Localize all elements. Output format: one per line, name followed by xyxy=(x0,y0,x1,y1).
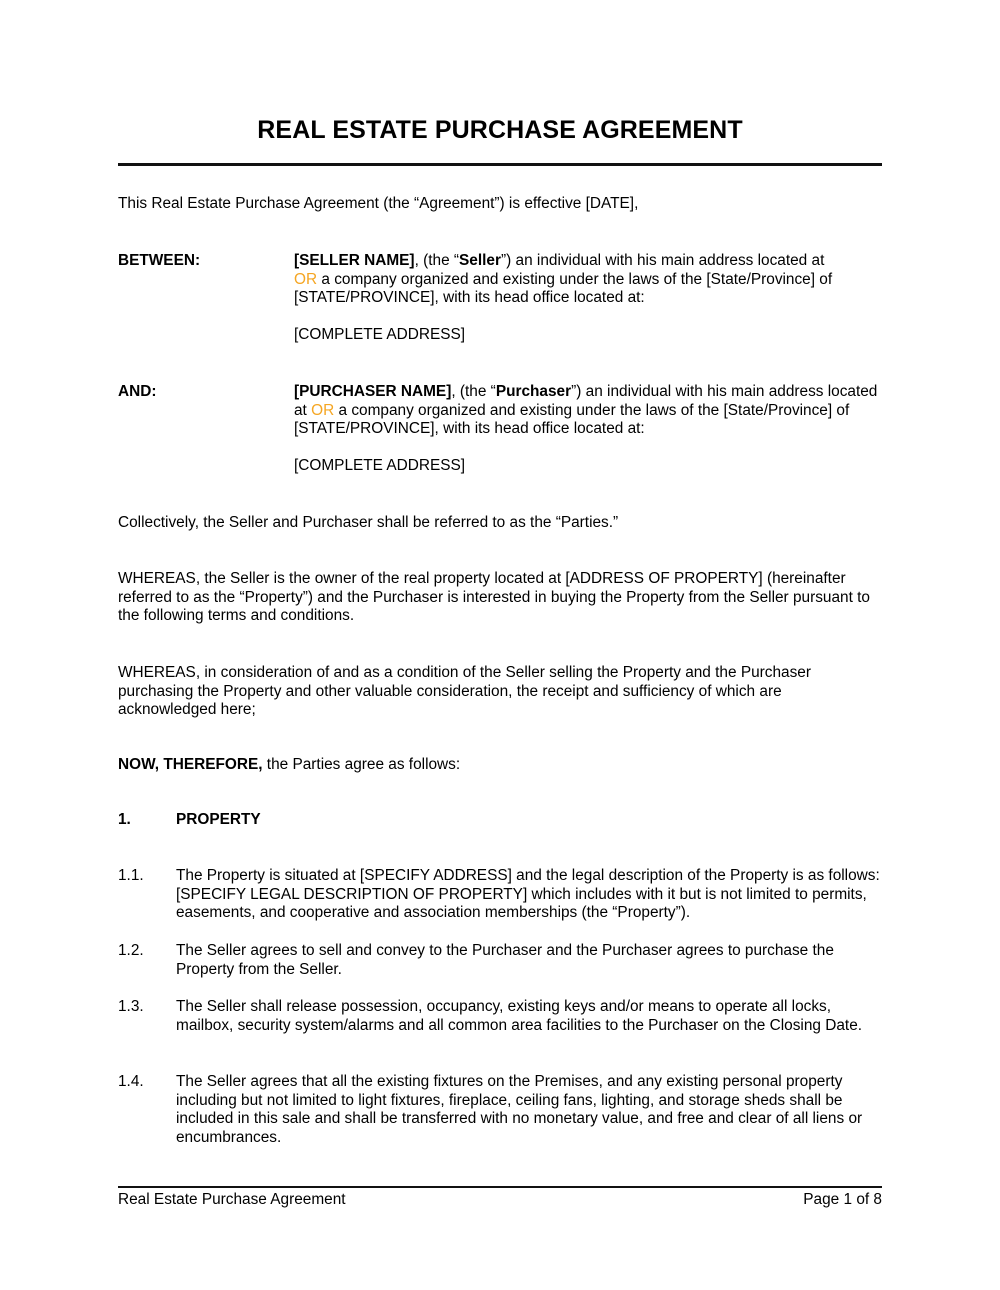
clause-1-3 xyxy=(118,998,882,1035)
seller-text-3: a company organized and existing under the laws of the [State/Province] of [STATE/PROVINCE], with its head office located at: xyxy=(294,270,833,307)
seller-address: [COMPLETE ADDRESS] xyxy=(294,326,466,344)
purchaser-text-3: a company organized and existing under the laws of the [State/Province] of [STATE/PROVINCE], with its head office located at: xyxy=(294,401,850,438)
clause-1-2 xyxy=(118,942,882,979)
section-number: 1. xyxy=(118,811,131,828)
purchaser-role: Purchaser xyxy=(495,383,572,400)
clause-text: The Seller agrees that all the existing fixtures on the Premises, and any existing personal property including but not limited to light fixtures, fireplace, ceiling fans, lighting, and storage sheds shall be included in this sale and shall be transferred with no monetary value, and free and clear of all liens or encumbrances. xyxy=(176,1073,863,1146)
purchaser-text-1: , (the “ xyxy=(451,383,496,400)
clause-text: The Seller agrees to sell and convey to the Purchaser and the Purchaser agrees to purchase the Property from the Seller. xyxy=(176,942,834,978)
title-divider xyxy=(118,163,882,166)
purchaser-text-2: ”) an individual with his main address located at xyxy=(294,383,878,419)
seller-block xyxy=(294,252,884,345)
clause-number: 1.1. xyxy=(118,867,144,884)
whereas-paragraph-2: WHEREAS, in consideration of and as a condition of the Seller selling the Property and the Purchaser purchasing the Property and other valuable consideration, the receipt and sufficiency of which are acknowledged here; xyxy=(118,664,811,719)
clause-1-1 xyxy=(118,867,882,923)
collectively-paragraph: Collectively, the Seller and Purchaser shall be referred to as the “Parties.” xyxy=(118,514,619,531)
seller-description xyxy=(294,252,884,308)
whereas-paragraph-1: WHEREAS, the Seller is the owner of the real property located at [ADDRESS OF PROPERTY] (hereinafter referred to as the “Property”) and the Purchaser is interested in buying the Property from the Seller pursuant to the following terms and conditions. xyxy=(118,570,870,625)
purchaser-name: [PURCHASER NAME] xyxy=(294,383,452,400)
footer-divider xyxy=(118,1186,882,1188)
seller-name: [SELLER NAME] xyxy=(294,252,415,269)
clause-number: 1.3. xyxy=(118,998,144,1015)
clause-number: 1.2. xyxy=(118,942,144,959)
seller-text-1: , (the “ xyxy=(414,252,460,269)
seller-role: Seller xyxy=(459,252,501,269)
clause-text: The Seller shall release possession, occupancy, existing keys and/or means to operate all locks, mailbox, security system/alarms and all common area facilities to the Purchaser on the Closing Date. xyxy=(176,998,863,1034)
document-title: REAL ESTATE PURCHASE AGREEMENT xyxy=(257,116,743,144)
purchaser-address: [COMPLETE ADDRESS] xyxy=(294,457,466,475)
section-title: PROPERTY xyxy=(176,811,261,828)
now-therefore-text: the Parties agree as follows: xyxy=(262,756,461,773)
now-therefore-paragraph xyxy=(118,756,882,775)
purchaser-or-option: OR xyxy=(311,401,335,419)
intro-paragraph: This Real Estate Purchase Agreement (the “Agreement”) is effective [DATE], xyxy=(118,195,639,212)
seller-text-2: ”) an individual with his main address located at xyxy=(500,252,825,269)
seller-or-option: OR xyxy=(294,270,318,288)
and-label: AND: xyxy=(118,383,157,400)
section-heading-property xyxy=(118,811,261,830)
now-therefore-lead: NOW, THEREFORE, xyxy=(118,756,263,773)
footer-document-name: Real Estate Purchase Agreement xyxy=(118,1191,346,1208)
footer-page-number: Page 1 of 8 xyxy=(803,1191,882,1208)
clause-1-4 xyxy=(118,1073,882,1147)
between-label: BETWEEN: xyxy=(118,252,201,269)
clause-text: The Property is situated at [SPECIFY ADDRESS] and the legal description of the Property is as follows: [SPECIFY LEGAL DESCRIPTION OF PROPERTY] which includes with it but is not limited to permits, easements, and cooperative and association memberships (the “Property”). xyxy=(176,867,880,922)
clause-number: 1.4. xyxy=(118,1073,144,1090)
purchaser-description xyxy=(294,383,884,439)
purchaser-block xyxy=(294,383,884,476)
